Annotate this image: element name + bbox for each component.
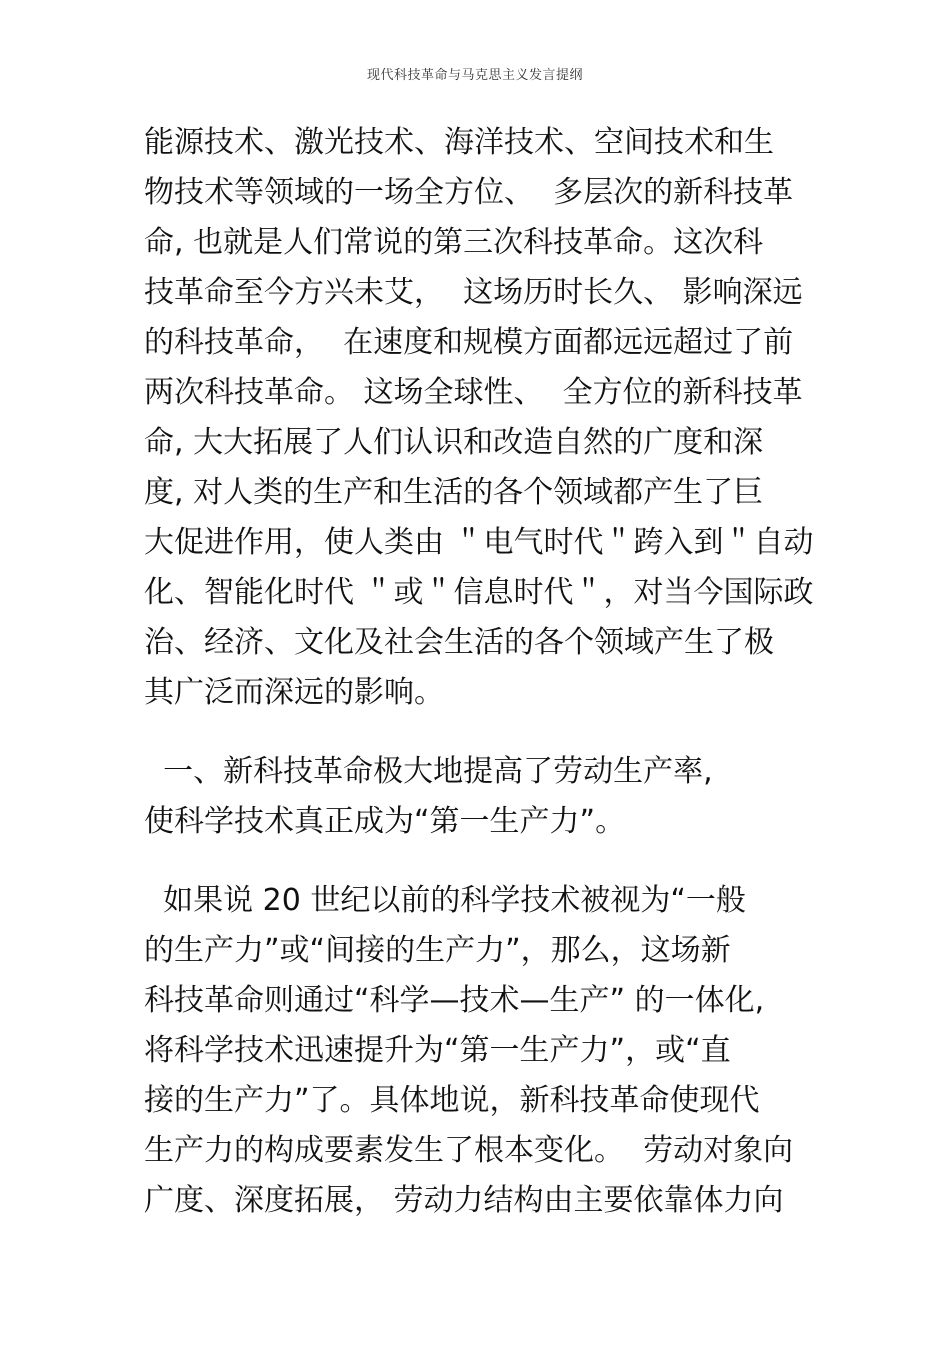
paragraph-spacer [144,847,814,876]
text-line: 两次科技革命。 这场全球性、 全方位的新科技革 [144,375,803,410]
text-line: 其广泛而深远的影响。 [144,675,444,710]
text-line: 广度、深度拓展， 劳动力结构由主要依靠体力向 [144,1183,784,1218]
text-line: 接的生产力”了。具体地说，新科技革命使现代 [144,1083,760,1118]
text-line: 度, 对人类的生产和生活的各个领域都产生了巨 [144,475,764,510]
text-line: 如果说 20 世纪以前的科学技术被视为“一般 [144,883,746,918]
text-line: 一、新科技革命极大地提高了劳动生产率, [144,754,713,789]
text-line: 命, 也就是人们常说的第三次科技革命。这次科 [144,225,764,260]
text-line: 使科学技术真正成为“第一生产力”。 [144,804,626,839]
text-line: 大促进作用，使人类由 ＂电气时代＂跨入到＂自动 [144,525,814,560]
text-line: 的科技革命， 在速度和规模方面都远远超过了前 [144,325,794,360]
text-line: 的生产力”或“间接的生产力”，那么，这场新 [144,933,731,968]
page-header: 现代科技革命与马克思主义发言提纲 [366,68,583,83]
paragraph-1 [144,118,814,718]
paragraph-2 [144,876,814,1226]
text-line: 治、经济、文化及社会生活的各个领域产生了极 [144,625,774,660]
document-body [144,118,814,1226]
text-line: 命, 大大拓展了人们认识和改造自然的广度和深 [144,425,764,460]
section-heading-1 [144,747,814,847]
paragraph-spacer [144,718,814,747]
text-line: 能源技术、激光技术、海洋技术、空间技术和生 [144,125,774,160]
text-line: 将科学技术迅速提升为“第一生产力”，或“直 [144,1033,731,1068]
text-line: 生产力的构成要素发生了根本变化。 劳动对象向 [144,1133,794,1168]
text-line: 物技术等领域的一场全方位、 多层次的新科技革 [144,175,794,210]
text-line: 科技革命则通过“科学—技术—生产” 的一体化, [144,983,765,1018]
text-line: 化、智能化时代 ＂或＂信息时代＂，对当今国际政 [144,575,814,610]
text-line: 技革命至今方兴未艾， 这场历时长久、 影响深远 [144,275,803,310]
